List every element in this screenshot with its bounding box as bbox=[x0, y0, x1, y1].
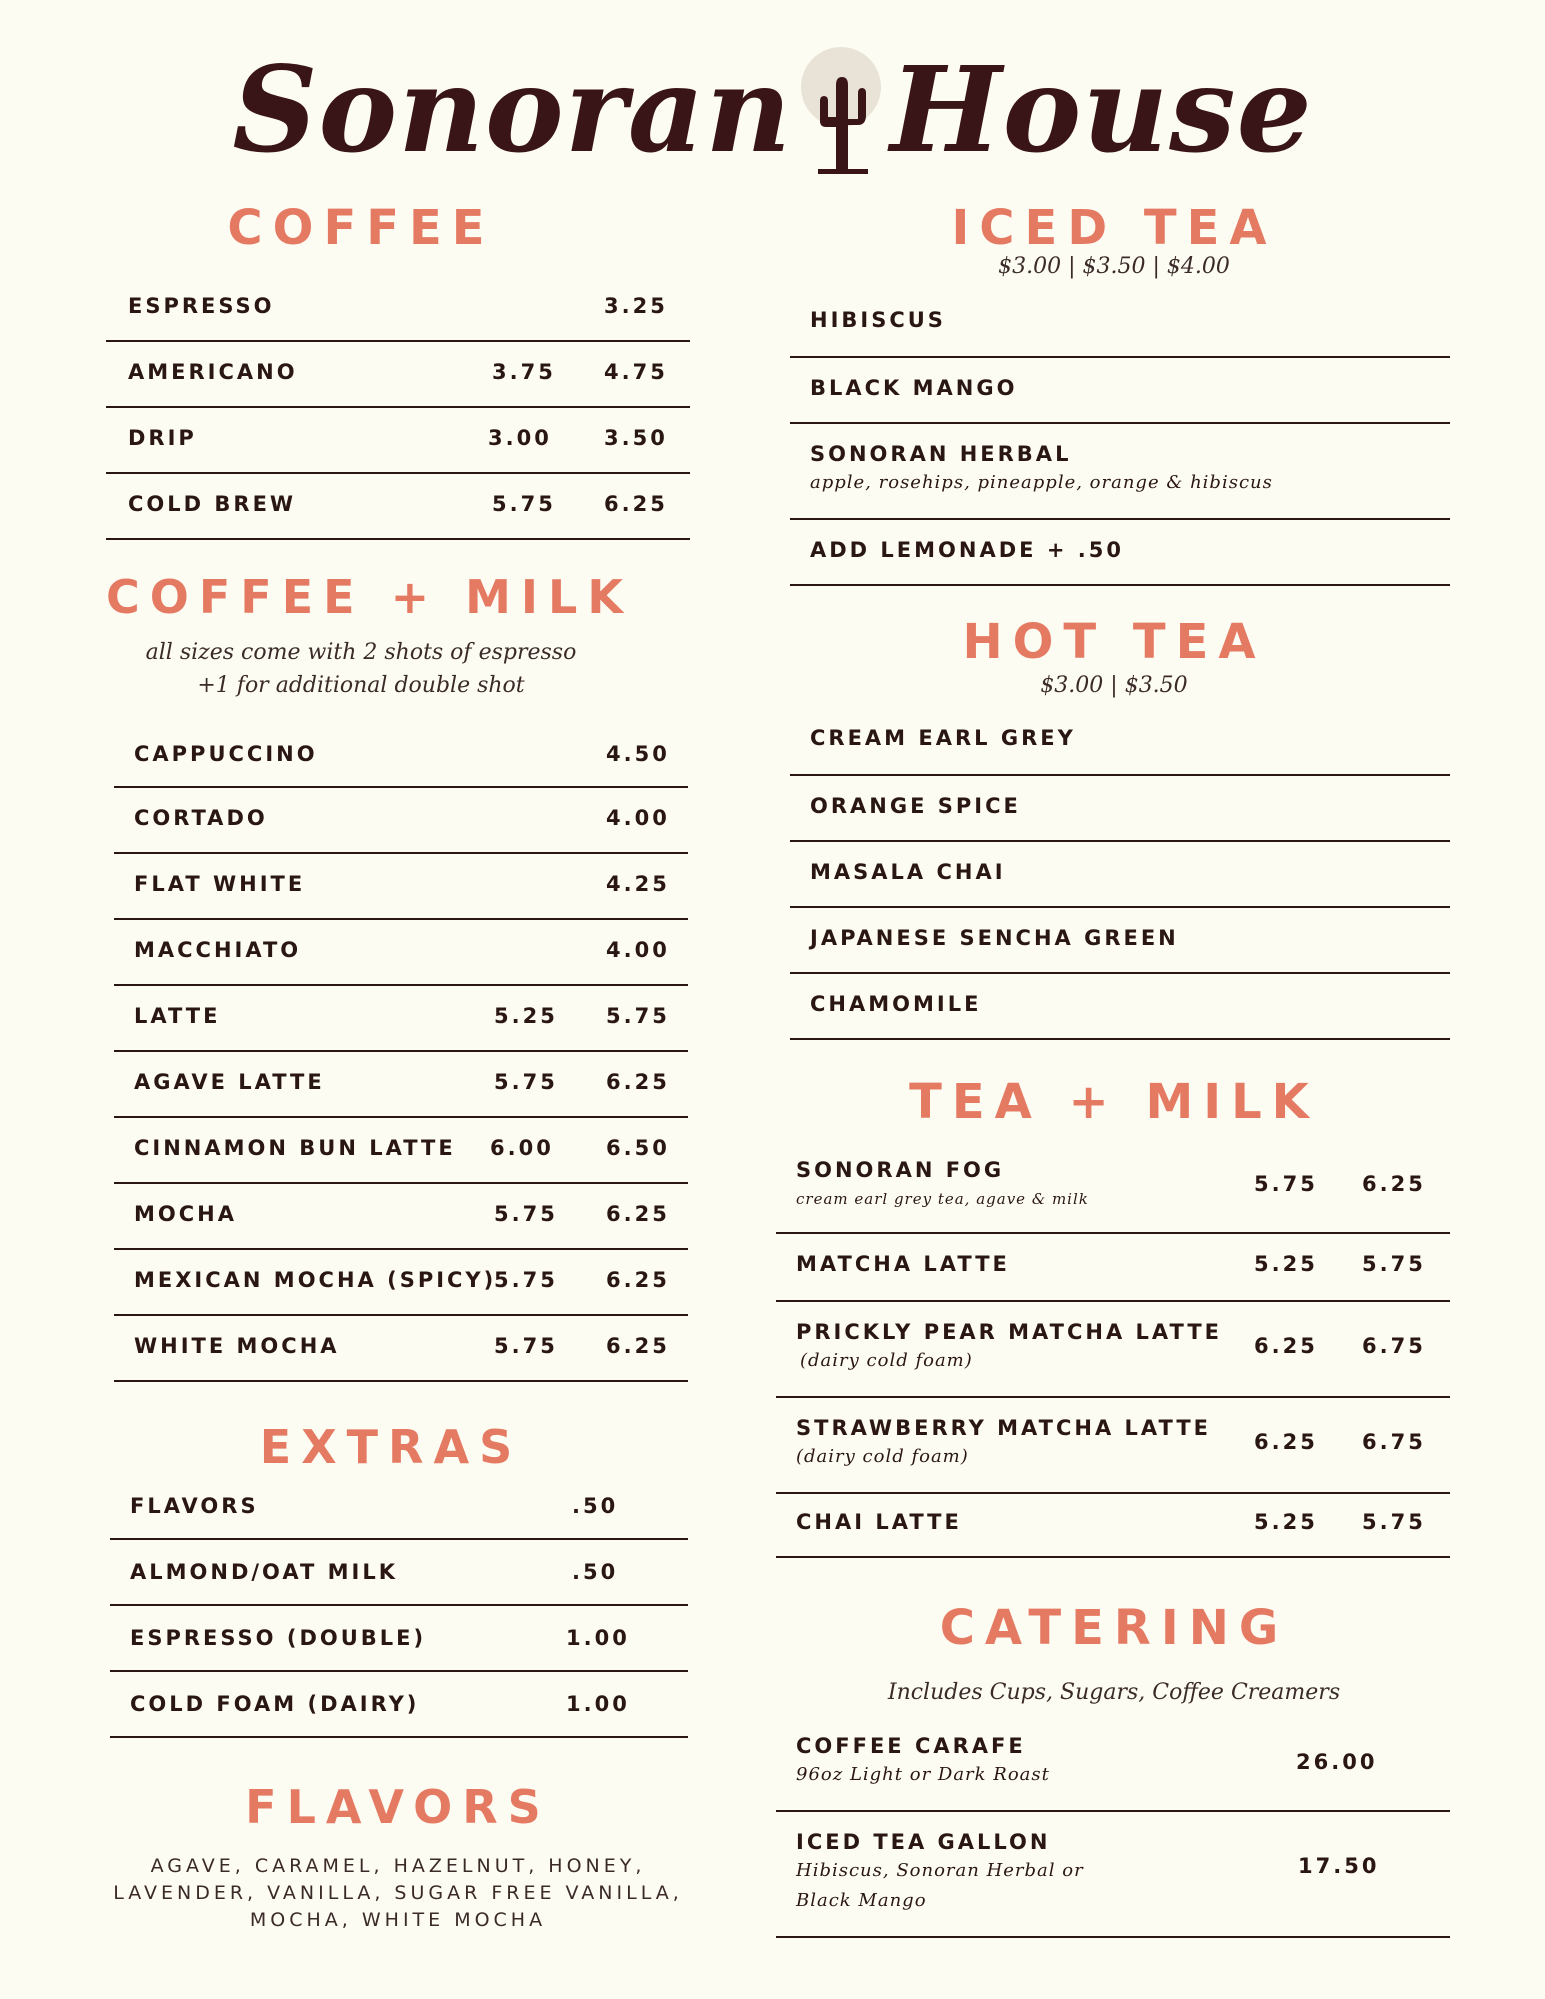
list-item bbox=[110, 1472, 688, 1540]
item-name: MATCHA LATTE bbox=[796, 1252, 1010, 1276]
iced-tea-list bbox=[790, 292, 1450, 586]
price-large: 6.25 bbox=[606, 1070, 670, 1094]
coffee-heading: COFFEE bbox=[227, 200, 495, 256]
item-name: COLD FOAM (DAIRY) bbox=[130, 1692, 420, 1716]
item-name: PRICKLY PEAR MATCHA LATTE bbox=[796, 1320, 1223, 1344]
list-item bbox=[114, 986, 688, 1052]
price-small: 5.25 bbox=[1254, 1510, 1318, 1534]
item-name: CAPPUCCINO bbox=[134, 742, 318, 766]
item-name: CREAM EARL GREY bbox=[810, 726, 1076, 750]
item-name: FLAVORS bbox=[130, 1494, 259, 1518]
hot-tea-list bbox=[790, 710, 1450, 1040]
price-large: 6.25 bbox=[606, 1202, 670, 1226]
iced-tea-prices: $3.00 | $3.50 | $4.00 bbox=[998, 254, 1230, 279]
item-name: HIBISCUS bbox=[810, 308, 946, 332]
price-large: 5.75 bbox=[1362, 1510, 1426, 1534]
list-item bbox=[114, 1118, 688, 1184]
item-name: AMERICANO bbox=[128, 360, 298, 384]
price-large: 4.50 bbox=[606, 742, 670, 766]
list-item bbox=[776, 1494, 1450, 1558]
iced-tea-heading: ICED TEA bbox=[951, 200, 1277, 256]
price-small: 5.25 bbox=[1254, 1252, 1318, 1276]
list-item bbox=[776, 1234, 1450, 1302]
price-large: 4.25 bbox=[606, 872, 670, 896]
list-item bbox=[110, 1606, 688, 1672]
list-item bbox=[776, 1812, 1450, 1938]
item-name: SONORAN HERBAL bbox=[810, 442, 1072, 466]
item-name: ADD LEMONADE + .50 bbox=[810, 538, 1124, 562]
price-small: 5.75 bbox=[1254, 1172, 1318, 1196]
list-item bbox=[110, 1672, 688, 1738]
list-item bbox=[790, 520, 1450, 586]
item-name: ESPRESSO bbox=[128, 294, 275, 318]
price-small: 6.25 bbox=[1254, 1334, 1318, 1358]
price-small: 5.75 bbox=[494, 1070, 558, 1094]
coffee-milk-note: +1 for additional double shot bbox=[197, 673, 525, 698]
item-name: COFFEE CARAFE bbox=[796, 1734, 1026, 1758]
item-name: SONORAN FOG bbox=[796, 1158, 1005, 1182]
price-large: 6.25 bbox=[604, 492, 668, 516]
item-name: MASALA CHAI bbox=[810, 860, 1006, 884]
list-item bbox=[114, 920, 688, 986]
logo bbox=[0, 40, 1545, 179]
tea-milk-heading: TEA + MILK bbox=[909, 1074, 1319, 1130]
item-description: Hibiscus, Sonoran Herbal or bbox=[796, 1860, 1084, 1881]
flavors-line: MOCHA, WHITE MOCHA bbox=[249, 1909, 547, 1931]
price-large: 6.25 bbox=[1362, 1172, 1426, 1196]
list-item bbox=[106, 274, 690, 342]
item-name: ESPRESSO (DOUBLE) bbox=[130, 1626, 427, 1650]
item-price: .50 bbox=[572, 1560, 619, 1584]
list-item bbox=[106, 474, 690, 540]
list-item bbox=[790, 974, 1450, 1040]
item-name: CHAI LATTE bbox=[796, 1510, 962, 1534]
item-name: LATTE bbox=[134, 1004, 221, 1028]
price-large: 4.00 bbox=[606, 938, 670, 962]
price-large: 6.75 bbox=[1362, 1430, 1426, 1454]
list-item bbox=[790, 358, 1450, 424]
brand-wordmark bbox=[232, 40, 1312, 179]
list-item bbox=[114, 722, 688, 788]
item-name: STRAWBERRY MATCHA LATTE bbox=[796, 1416, 1212, 1440]
item-name: MEXICAN MOCHA (SPICY) bbox=[134, 1268, 497, 1292]
list-item bbox=[110, 1540, 688, 1606]
item-price: 17.50 bbox=[1298, 1854, 1380, 1878]
item-name: FLAT WHITE bbox=[134, 872, 306, 896]
item-price: 1.00 bbox=[566, 1626, 630, 1650]
item-description: cream earl grey tea, agave & milk bbox=[796, 1190, 1089, 1208]
extras-list bbox=[110, 1472, 688, 1738]
price-large: 6.25 bbox=[606, 1334, 670, 1358]
item-description: (dairy cold foam) bbox=[796, 1446, 969, 1467]
item-price: 26.00 bbox=[1296, 1750, 1378, 1774]
item-price: .50 bbox=[572, 1494, 619, 1518]
item-price: 1.00 bbox=[566, 1692, 630, 1716]
flavors-line: LAVENDER, VANILLA, SUGAR FREE VANILLA, bbox=[113, 1882, 683, 1904]
coffee-list bbox=[106, 274, 690, 540]
item-name: ICED TEA GALLON bbox=[796, 1830, 1051, 1854]
list-item bbox=[790, 776, 1450, 842]
flavors-line: AGAVE, CARAMEL, HAZELNUT, HONEY, bbox=[150, 1855, 646, 1877]
hot-tea-prices: $3.00 | $3.50 bbox=[1040, 673, 1188, 698]
list-item bbox=[790, 908, 1450, 974]
item-name: CHAMOMILE bbox=[810, 992, 982, 1016]
flavors-heading: FLAVORS bbox=[245, 1780, 551, 1834]
item-name: ALMOND/OAT MILK bbox=[130, 1560, 398, 1584]
price-large: 4.75 bbox=[604, 360, 668, 384]
item-name: COLD BREW bbox=[128, 492, 297, 516]
price-large: 3.50 bbox=[604, 426, 668, 450]
item-description: apple, rosehips, pineapple, orange & hibiscus bbox=[810, 472, 1273, 493]
catering-heading: CATERING bbox=[939, 1600, 1289, 1656]
hot-tea-heading: HOT TEA bbox=[962, 614, 1266, 670]
price-small: 5.75 bbox=[492, 492, 556, 516]
catering-subtitle: Includes Cups, Sugars, Coffee Creamers bbox=[887, 1680, 1341, 1705]
item-name: JAPANESE SENCHA GREEN bbox=[810, 926, 1179, 950]
catering-list bbox=[776, 1718, 1450, 1938]
list-item bbox=[790, 424, 1450, 520]
coffee-milk-heading: COFFEE + MILK bbox=[106, 570, 633, 624]
list-item bbox=[776, 1718, 1450, 1812]
list-item bbox=[106, 408, 690, 474]
coffee-milk-list bbox=[114, 722, 688, 1382]
item-name: CORTADO bbox=[134, 806, 268, 830]
item-description: 96oz Light or Dark Roast bbox=[796, 1764, 1050, 1785]
price-small: 6.25 bbox=[1254, 1430, 1318, 1454]
item-name: MACCHIATO bbox=[134, 938, 302, 962]
list-item bbox=[114, 1250, 688, 1316]
price-small: 5.25 bbox=[494, 1004, 558, 1028]
extras-heading: EXTRAS bbox=[259, 1420, 523, 1474]
price-large: 4.00 bbox=[606, 806, 670, 830]
price-large: 5.75 bbox=[606, 1004, 670, 1028]
price-large: 6.75 bbox=[1362, 1334, 1426, 1358]
list-item bbox=[776, 1398, 1450, 1494]
price-large: 3.25 bbox=[604, 294, 668, 318]
list-item bbox=[114, 1052, 688, 1118]
brand-right: House bbox=[890, 40, 1313, 179]
item-name: ORANGE SPICE bbox=[810, 794, 1021, 818]
list-item bbox=[790, 842, 1450, 908]
item-name: WHITE MOCHA bbox=[134, 1334, 340, 1358]
price-small: 5.75 bbox=[494, 1268, 558, 1292]
brand-left: Sonoran bbox=[232, 40, 793, 179]
list-item bbox=[776, 1302, 1450, 1398]
price-large: 6.50 bbox=[606, 1136, 670, 1160]
list-item bbox=[114, 854, 688, 920]
list-item bbox=[114, 1316, 688, 1382]
item-name: DRIP bbox=[128, 426, 197, 450]
price-small: 5.75 bbox=[494, 1334, 558, 1358]
item-name: CINNAMON BUN LATTE bbox=[134, 1136, 456, 1160]
list-item bbox=[114, 788, 688, 854]
list-item bbox=[114, 1184, 688, 1250]
price-small: 6.00 bbox=[490, 1136, 554, 1160]
item-name: AGAVE LATTE bbox=[134, 1070, 325, 1094]
list-item bbox=[106, 342, 690, 408]
price-large: 5.75 bbox=[1362, 1252, 1426, 1276]
cactus-icon bbox=[796, 45, 886, 175]
item-name: BLACK MANGO bbox=[810, 376, 1018, 400]
item-description: Black Mango bbox=[796, 1890, 927, 1911]
item-name: MOCHA bbox=[134, 1202, 237, 1226]
list-item bbox=[776, 1140, 1450, 1234]
price-small: 3.00 bbox=[488, 426, 552, 450]
item-description: (dairy cold foam) bbox=[800, 1350, 973, 1371]
tea-milk-list bbox=[776, 1140, 1450, 1558]
price-small: 3.75 bbox=[492, 360, 556, 384]
list-item bbox=[790, 710, 1450, 776]
coffee-milk-note: all sizes come with 2 shots of espresso bbox=[145, 640, 577, 665]
list-item bbox=[790, 292, 1450, 358]
price-small: 5.75 bbox=[494, 1202, 558, 1226]
price-large: 6.25 bbox=[606, 1268, 670, 1292]
